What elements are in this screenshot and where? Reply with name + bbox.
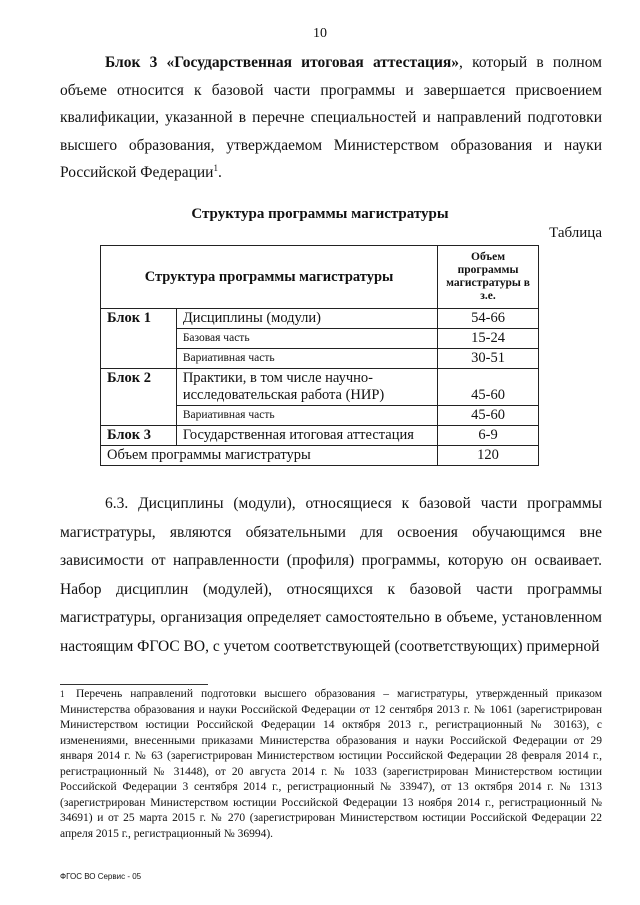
block-3-label: Блок 3: [101, 426, 177, 446]
block-3-value: 6-9: [438, 426, 539, 446]
footnote-reference: 1: [213, 162, 218, 173]
block-1-label: Блок 1: [101, 309, 177, 369]
total-value: 120: [438, 446, 539, 466]
paragraph-end: .: [217, 164, 222, 181]
block-1-value: 54-66: [438, 309, 539, 329]
table-row: [101, 369, 539, 406]
block-2-name: Практики, в том числе научно-исследовательская работа (НИР): [176, 369, 437, 406]
footnote-divider: [60, 684, 208, 685]
block-1-base-value: 15-24: [438, 329, 539, 349]
block-2-value: 45-60: [438, 369, 539, 406]
paragraph-lead: Блок 3 «Государственная итоговая аттестация»: [105, 54, 460, 71]
footnote-text: Перечень направлений подготовки высшего образования – магистратуры, утвержденный приказом Министерства образования и науки Российской Федерации от 12 сентября 2013 г. № 1061 (зарегистрирован Министерством юстиции Российской Федерации 14 октября 2013 г., регистрационный № 30163), с изменениями, внесенными приказами Министерства образования и науки Российской Федерации от 29 января 2014 г. № 63 (зарегистрирован Министерством юстиции Российской Федерации 28 февраля 2014 г., регистрационный № 31448), от 20 августа 2014 г. № 1033 (зарегистрирован Министерством юстиции Российской Федерации 3 сентября 2014 г., регистрационный № 33947), от 13 октября 2014 г. № 1313 (зарегистрирован Министерством юстиции Российской Федерации 13 ноября 2014 г., регистрационный № 34691) и от 25 марта 2015 г. № 270 (зарегистрирован Министерством юстиции Российской Федерации 22 апреля 2015 г., регистрационный № 36994).: [60, 688, 602, 840]
total-name: Объем программы магистратуры: [101, 446, 438, 466]
paragraph-block3: [60, 49, 602, 187]
table-row: [101, 426, 539, 446]
block-1-var-value: 30-51: [438, 349, 539, 369]
page-number: 10: [313, 26, 327, 41]
header-structure: Структура программы магистратуры: [101, 246, 438, 309]
table-total-row: [101, 446, 539, 466]
table-header-row: [101, 246, 539, 309]
page-footer: ФГОС ВО Сервис - 05: [60, 872, 142, 881]
block-1-var-name: Вариативная часть: [176, 349, 437, 369]
paragraph-6-3: 6.3. Дисциплины (модули), относящиеся к базовой части программы магистратуры, являются обязательными для освоения обучающимся вне зависимости от направленности (профиля) программы, которую он осваивает. Набор дисциплин (модулей), относящихся к базовой части программы магистратуры, организация определяет самостоятельно в объеме, установленном настоящим ФГОС ВО, с учетом соответствующей (соответствующих) примерной: [60, 495, 602, 655]
block-2-label: Блок 2: [101, 369, 177, 426]
footnote: [60, 687, 602, 842]
block-1-name: Дисциплины (модули): [176, 309, 437, 329]
block-1-base-name: Базовая часть: [176, 329, 437, 349]
header-volume: Объем программы магистратуры в з.е.: [438, 246, 539, 309]
table-row: [101, 309, 539, 329]
table-label: Таблица: [549, 225, 602, 241]
table-title: Структура программы магистратуры: [191, 206, 449, 222]
program-structure-table: [100, 245, 539, 466]
paragraph-text: , который в полном объеме относится к базовой части программы и завершается присвоением квалификации, указанной в перечне специальностей и направлений подготовки высшего образования, утверждаемом Министерством образования и науки Российской Федерации: [60, 54, 602, 181]
footnote-mark: 1: [60, 689, 65, 699]
block-2-var-value: 45-60: [438, 406, 539, 426]
block-3-name: Государственная итоговая аттестация: [176, 426, 437, 446]
block-2-var-name: Вариативная часть: [176, 406, 437, 426]
